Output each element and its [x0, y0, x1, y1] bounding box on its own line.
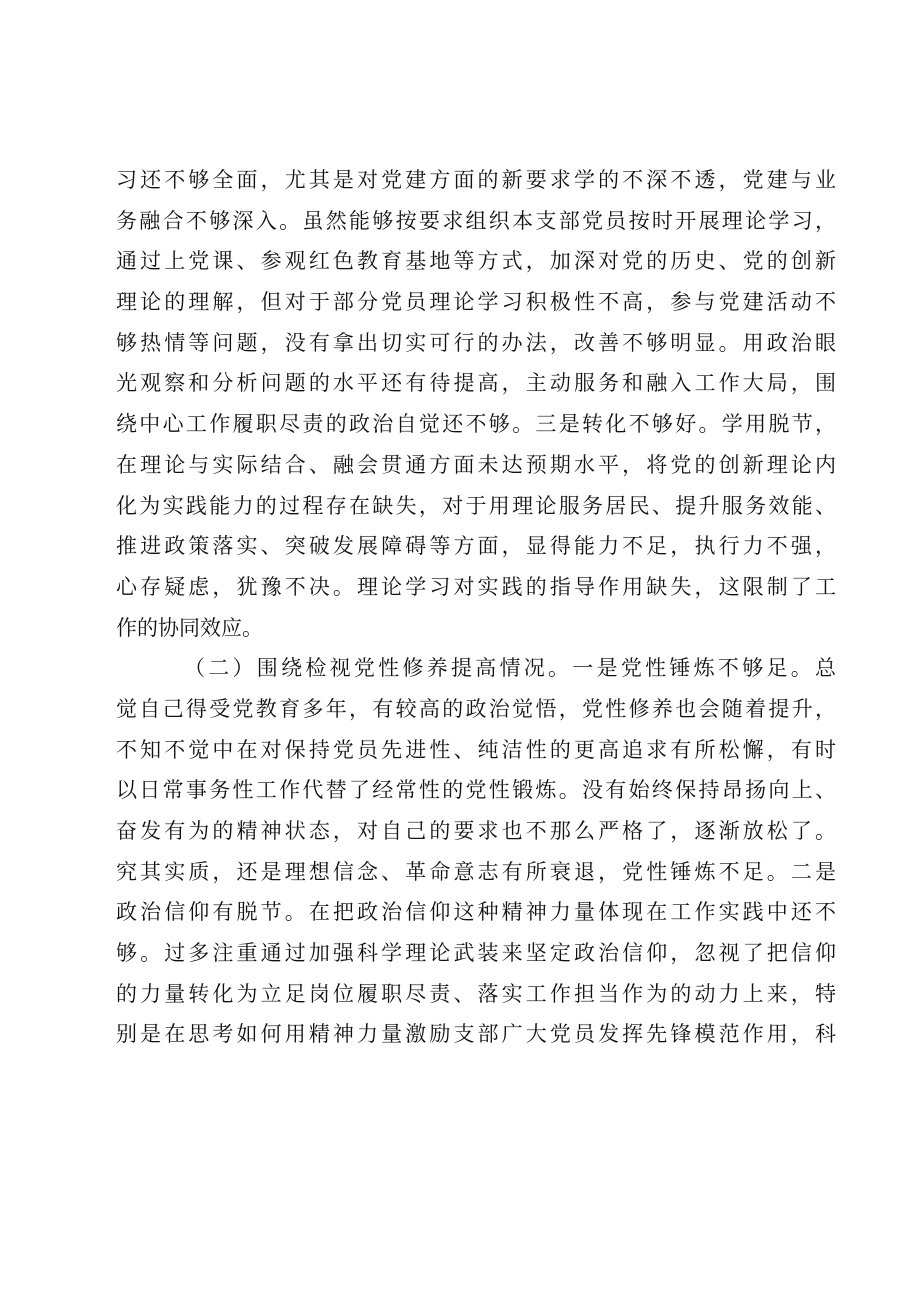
text-line: 的力量转化为立足岗位履职尽责、落实工作担当作为的动力上来，特 — [116, 981, 836, 1006]
text-line: 习还不够全面，尤其是对党建方面的新要求学的不深不透，党建与业 — [116, 168, 836, 192]
text-line: 以日常事务性工作代替了经常性的党性锻炼。没有始终保持昂扬向上、 — [116, 778, 836, 803]
text-line: 心存疑虑，犹豫不决。理论学习对实践的指导作用缺失，这限制了工 — [116, 574, 836, 599]
text-line: 绕中心工作履职尽责的政治自觉还不够。三是转化不够好。学用脱节， — [116, 412, 836, 437]
text-line: 奋发有为的精神状态，对自己的要求也不那么严格了，逐渐放松了。 — [116, 819, 836, 843]
body-text — [116, 160, 836, 1055]
text-line: 够。过多注重通过加强科学理论武装来坚定政治信仰，忽视了把信仰 — [116, 941, 836, 966]
text-line: 不知不觉中在对保持党员先进性、纯洁性的更高追求有所松懈，有时 — [116, 737, 836, 762]
text-line: 推进政策落实、突破发展障碍等方面，显得能力不足，执行力不强， — [116, 534, 836, 559]
text-line: 在理论与实际结合、融会贯通方面未达预期水平，将党的创新理论内 — [116, 452, 836, 477]
text-line: 政治信仰有脱节。在把政治信仰这种精神力量体现在工作实践中还不 — [116, 900, 836, 925]
text-line: 够热情等问题，没有拿出切实可行的办法，改善不够明显。用政治眼 — [116, 330, 836, 355]
text-line: 究其实质，还是理想信念、革命意志有所衰退，党性锤炼不足。二是 — [116, 859, 836, 884]
text-line: 光观察和分析问题的水平还有待提高，主动服务和融入工作大局，围 — [116, 371, 836, 396]
text-line: 觉自己得受党教育多年，有较高的政治觉悟，党性修养也会随着提升， — [116, 696, 836, 721]
text-line: 理论的理解，但对于部分党员理论学习积极性不高，参与党建活动不 — [116, 290, 836, 315]
text-line: 通过上党课、参观红色教育基地等方式，加深对党的历史、党的创新 — [116, 249, 836, 274]
text-line: 化为实践能力的过程存在缺失，对于用理论服务居民、提升服务效能、 — [116, 493, 836, 518]
text-line: 别是在思考如何用精神力量激励支部广大党员发挥先锋模范作用，科 — [116, 1022, 836, 1047]
text-line: 务融合不够深入。虽然能够按要求组织本支部党员按时开展理论学习， — [116, 208, 836, 233]
text-line: 作的协同效应。 — [116, 615, 263, 640]
section-heading-line: （二）围绕检视党性修养提高情况。一是党性锤炼不够足。总 — [184, 656, 836, 681]
